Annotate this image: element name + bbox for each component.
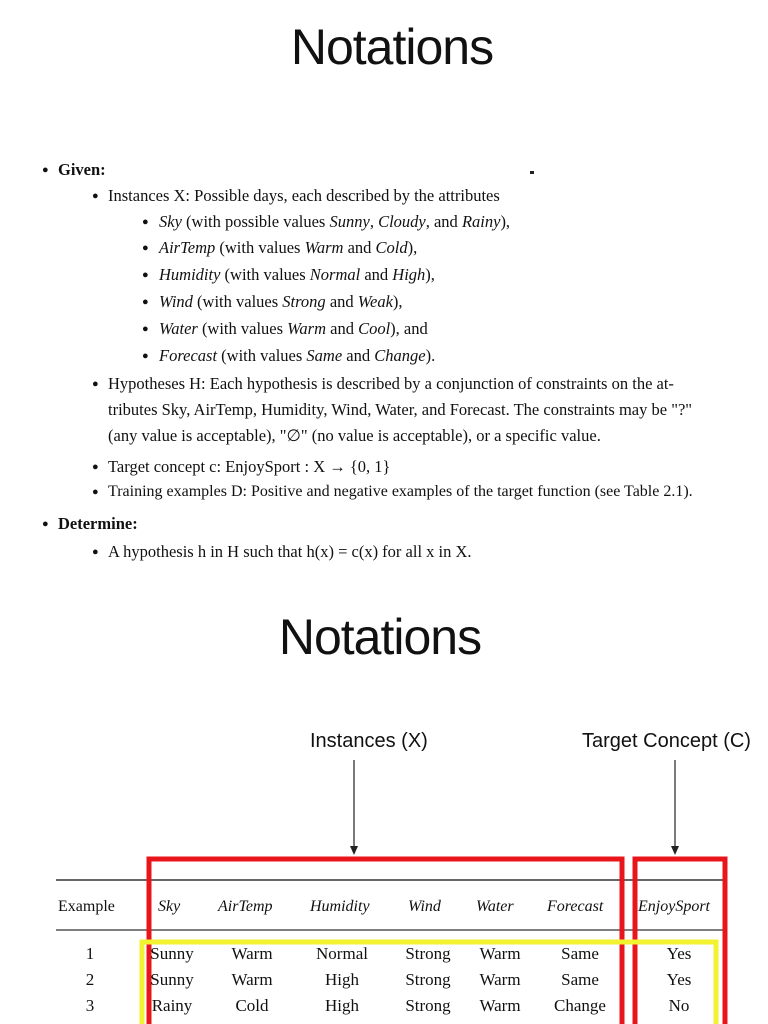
attribute-v1: Warm [304, 238, 344, 257]
instances-arrowhead [350, 846, 358, 855]
bullet-icon: ● [92, 190, 99, 202]
attribute-text: (with possible values [181, 212, 330, 231]
cell-water: Warm [479, 944, 521, 963]
instances-label: Instances (X) [310, 730, 428, 752]
attribute-name: AirTemp [159, 238, 216, 257]
bullet-icon: ● [92, 378, 99, 390]
attribute-v2: Weak [357, 292, 393, 311]
attribute-v1: Warm [287, 319, 326, 338]
bullet-icon: ● [142, 216, 149, 228]
cell-forecast: Same [561, 970, 599, 989]
attribute-end: ), [392, 292, 403, 311]
bullet-icon: ● [92, 486, 99, 498]
cell-wind: Strong [405, 970, 451, 989]
col-header-humidity: Humidity [310, 898, 370, 915]
cell-water: Warm [479, 970, 521, 989]
attribute-name: Sky [159, 212, 182, 231]
cell-wind: Strong [405, 944, 451, 963]
attribute-v2: Cold [375, 238, 408, 257]
attribute-end: ), and [390, 319, 428, 338]
cell-airtemp: Cold [235, 996, 269, 1015]
bullet-icon: ● [142, 269, 149, 281]
attribute-v1: Normal [309, 265, 361, 284]
attribute-text: (with values [220, 265, 310, 284]
bullet-icon: ● [142, 296, 149, 308]
col-header-water: Water [476, 898, 514, 915]
bullet-icon: ● [142, 350, 149, 362]
attribute-end: ). [425, 346, 436, 365]
cell-wind: Strong [405, 996, 451, 1015]
bullet-icon: ● [142, 323, 149, 335]
attribute-text: (with values [217, 346, 307, 365]
slide1-title: Notations [290, 19, 494, 75]
attribute-v1: Sunny [329, 212, 370, 231]
cell-example: 1 [85, 944, 95, 963]
cell-airtemp: Warm [231, 944, 273, 963]
attribute-name: Humidity [159, 265, 221, 284]
col-header-airtemp: AirTemp [218, 898, 273, 915]
slide2-title: Notations [278, 609, 482, 665]
bullet-icon: ● [42, 518, 49, 530]
col-header-wind: Wind [408, 898, 441, 915]
col-header-sky: Sky [158, 898, 181, 915]
cell-example: 3 [85, 996, 95, 1015]
attribute-name: Water [159, 319, 198, 338]
col-header-forecast: Forecast [547, 898, 604, 915]
hypotheses-line-3: (any value is acceptable), "∅" (no value is acceptable), or a specific value. [108, 426, 601, 445]
attribute-sep2: , and [425, 212, 462, 231]
hypotheses-line-2: tributes Sky, AirTemp, Humidity, Wind, Water, and Forecast. The constraints may be "?" [108, 400, 693, 419]
col-header-example: Example [58, 898, 115, 915]
attribute-sep1: and [326, 319, 359, 338]
cell-forecast: Same [561, 944, 599, 963]
attribute-sep1: , [369, 212, 379, 231]
cell-humidity: High [325, 970, 359, 989]
attribute-text: (with values [215, 238, 305, 257]
cell-water: Warm [479, 996, 521, 1015]
bullet-icon: ● [92, 546, 99, 558]
attribute-end: ), [407, 238, 418, 257]
col-header-enjoysport: EnjoySport [638, 898, 710, 915]
attribute-text: (with values [197, 319, 288, 338]
cell-humidity: High [325, 996, 359, 1015]
determine-text: A hypothesis h in H such that h(x) = c(x) for all x in X. [108, 542, 472, 561]
attribute-v2: High [392, 265, 426, 284]
attribute-v2: Cool [358, 319, 391, 338]
cell-sky: Sunny [150, 944, 194, 963]
cell-enjoysport: Yes [666, 970, 692, 989]
hypotheses-line-1: Hypotheses H: Each hypothesis is described by a conjunction of constraints on the at- [108, 374, 674, 393]
given-label: Given: [58, 160, 106, 179]
target-concept-text: Target concept c: EnjoySport : X → {0, 1} [108, 457, 391, 476]
bullet-icon: ● [42, 164, 49, 176]
attribute-v2: Change [374, 346, 426, 365]
attribute-sep1: and [325, 292, 358, 311]
cell-sky: Rainy [151, 996, 193, 1015]
attribute-end: ), [500, 212, 511, 231]
cell-forecast: Change [554, 996, 606, 1015]
cell-enjoysport: Yes [666, 944, 692, 963]
attribute-name: Wind [159, 292, 193, 311]
cell-sky: Sunny [150, 970, 194, 989]
attribute-sep1: and [343, 238, 376, 257]
bullet-icon: ● [142, 242, 149, 254]
attribute-sep1: and [342, 346, 375, 365]
cell-airtemp: Warm [231, 970, 273, 989]
attribute-end: ), [425, 265, 435, 284]
cell-example: 2 [85, 970, 95, 989]
cell-enjoysport: No [668, 996, 690, 1015]
attribute-name: Forecast [159, 346, 218, 365]
attribute-v2: Cloudy [378, 212, 426, 231]
attribute-v1: Strong [282, 292, 326, 311]
instances-text: Instances X: Possible days, each described by the attributes [108, 186, 500, 205]
determine-label: Determine: [58, 514, 138, 533]
attribute-sep1: and [360, 265, 393, 284]
target-concept-label: Target Concept (C) [582, 730, 751, 752]
attribute-v1: Same [306, 346, 343, 365]
cell-humidity: Normal [316, 944, 368, 963]
bullet-icon: ● [92, 461, 99, 473]
attribute-v3: Rainy [461, 212, 501, 231]
training-examples-text: Training examples D: Positive and negative examples of the target function (see Table 2.1). [108, 483, 693, 500]
attribute-text: (with values [192, 292, 283, 311]
target-arrowhead [671, 846, 679, 855]
